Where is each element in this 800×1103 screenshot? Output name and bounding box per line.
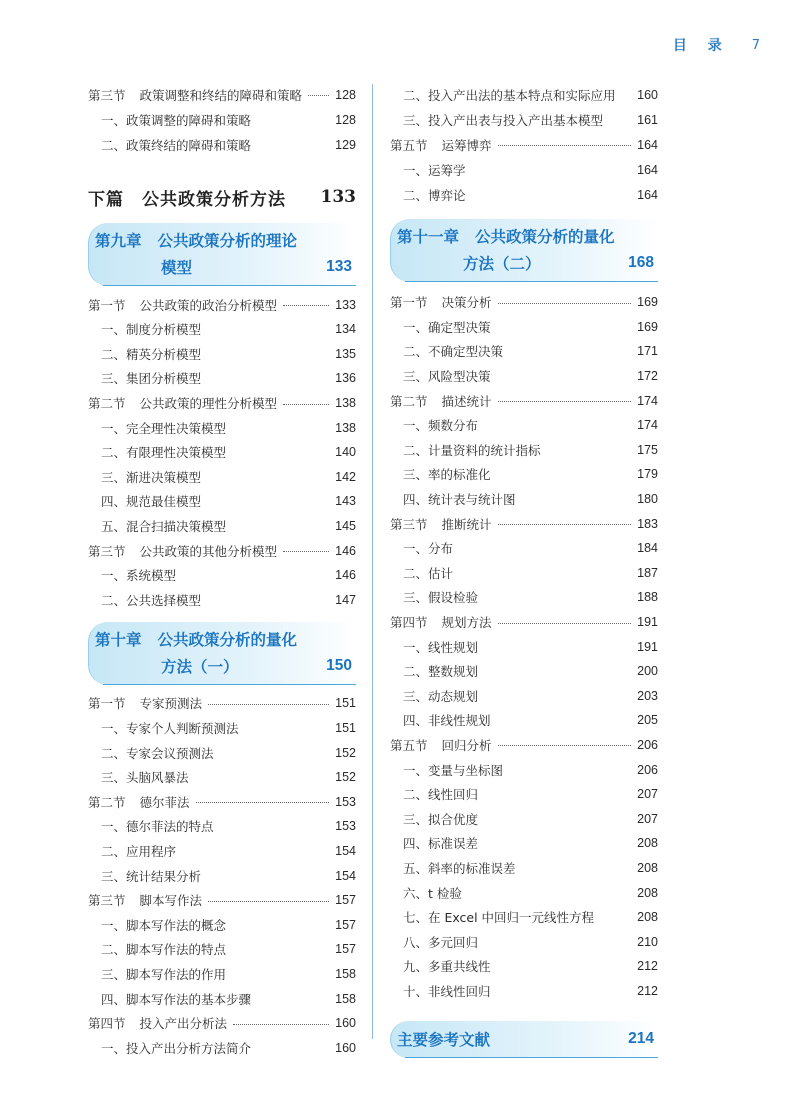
toc-section <box>390 388 658 413</box>
toc-item <box>88 317 356 342</box>
item-title: 一、德尔菲法的特点 <box>101 819 214 835</box>
section-title <box>390 515 492 533</box>
item-title: 一、专家个人判断预测法 <box>101 721 239 737</box>
section-number: 第四节 <box>390 615 428 631</box>
item-title: 一、脚本写作法的概念 <box>101 917 227 933</box>
page-number: 161 <box>637 112 658 127</box>
dot-leader <box>308 95 329 96</box>
dot-leader <box>498 524 632 525</box>
chapter-heading <box>88 223 356 286</box>
item-title: 二、政策终结的障碍和策略 <box>101 137 252 153</box>
chapter-heading <box>390 219 658 282</box>
section-name: 公共政策的政治分析模型 <box>139 297 278 313</box>
toc-section <box>88 1011 356 1036</box>
page-number: 191 <box>637 615 658 630</box>
section-name: 德尔菲法 <box>139 794 190 810</box>
toc-item <box>88 366 356 391</box>
section-number: 第四节 <box>88 1016 126 1032</box>
page-number: 164 <box>637 137 658 152</box>
item-title: 四、规范最佳模型 <box>101 494 202 510</box>
section-name: 决策分析 <box>441 295 492 311</box>
page-number: 208 <box>637 885 658 900</box>
chapter-title-line2 <box>95 254 352 280</box>
toc-item <box>390 487 658 512</box>
item-title: 一、系统模型 <box>101 568 177 584</box>
dot-leader <box>283 551 329 552</box>
item-title: 三、拟合优度 <box>403 811 479 827</box>
section-number: 第二节 <box>390 393 428 409</box>
item-title: 二、博弈论 <box>403 187 466 203</box>
toc-item <box>390 107 658 132</box>
page-number: 147 <box>335 592 356 607</box>
chapter-title-line2 <box>397 250 654 276</box>
toc-section <box>390 610 658 635</box>
page-number: 164 <box>637 187 658 202</box>
section-title <box>88 793 190 811</box>
part-heading <box>88 175 356 219</box>
item-title: 十、非线性回归 <box>403 983 491 999</box>
section-number: 第五节 <box>390 737 428 753</box>
chapter-title: 公共政策分析的理论 <box>157 232 298 250</box>
page-number: 208 <box>637 860 658 875</box>
toc-item <box>88 563 356 588</box>
page-number: 154 <box>335 868 356 883</box>
item-title: 三、风险型决策 <box>403 369 491 385</box>
section-name: 脚本写作法 <box>139 893 203 909</box>
page-number: 171 <box>637 344 658 359</box>
section-title <box>390 736 492 754</box>
toc-item <box>88 489 356 514</box>
section-number: 第五节 <box>390 137 428 153</box>
toc-item <box>390 413 658 438</box>
chapter-title-line1 <box>95 228 352 254</box>
page-number: 175 <box>637 442 658 457</box>
item-title: 三、投入产出表与投入产出基本模型 <box>403 112 604 128</box>
page-number: 164 <box>637 162 658 177</box>
references-title: 主要参考文献 <box>397 1031 491 1050</box>
chapter-title-cont: 模型 <box>161 259 193 277</box>
toc-item <box>390 659 658 684</box>
chapter-title: 公共政策分析的量化 <box>157 631 298 650</box>
page-number: 140 <box>335 445 356 460</box>
page-number: 133 <box>320 187 356 207</box>
page-number: 133 <box>326 258 352 275</box>
toc-item <box>390 462 658 487</box>
item-title: 一、变量与坐标图 <box>403 762 504 778</box>
page-number: 183 <box>637 516 658 531</box>
toc-section <box>390 733 658 758</box>
page-number: 206 <box>637 762 658 777</box>
section-name: 公共政策的理性分析模型 <box>139 396 278 412</box>
toc-section <box>390 290 658 315</box>
section-number: 第一节 <box>390 295 428 311</box>
page-number: 180 <box>637 492 658 507</box>
section-number: 第二节 <box>88 794 126 810</box>
references-heading <box>390 1021 658 1058</box>
page-number: 145 <box>335 519 356 534</box>
toc-section <box>88 82 356 107</box>
section-number: 第三节 <box>88 87 126 103</box>
item-title: 二、有限理性决策模型 <box>101 445 227 461</box>
item-title: 三、集团分析模型 <box>101 371 202 387</box>
chapter-heading <box>88 622 356 685</box>
spacer <box>390 1003 658 1017</box>
chapter-title-line1 <box>397 224 654 250</box>
toc-item <box>88 863 356 888</box>
chapter-title-cont: 方法（二） <box>463 255 541 273</box>
dot-leader <box>283 404 329 405</box>
dot-leader <box>208 901 329 902</box>
section-number: 第三节 <box>88 893 126 909</box>
dot-leader <box>498 745 632 746</box>
section-number: 第一节 <box>88 297 126 313</box>
item-title: 五、斜率的标准误差 <box>403 860 516 876</box>
section-number: 第一节 <box>88 696 126 712</box>
toc-column-left <box>88 82 356 1060</box>
item-title: 三、动态规划 <box>403 688 479 704</box>
toc-item <box>390 806 658 831</box>
page-number: 153 <box>335 819 356 834</box>
page-number: 153 <box>335 794 356 809</box>
toc-item <box>390 157 658 182</box>
toc-item <box>88 107 356 132</box>
toc-item <box>390 182 658 207</box>
item-title: 一、分布 <box>403 541 454 557</box>
section-name: 回归分析 <box>441 737 492 753</box>
section-title <box>88 296 277 314</box>
item-title: 一、线性规划 <box>403 639 479 655</box>
page-number: 214 <box>628 1030 654 1048</box>
dot-leader <box>208 704 329 705</box>
page-number: 154 <box>335 843 356 858</box>
spacer <box>88 612 356 618</box>
page-number: 152 <box>335 770 356 785</box>
item-title: 一、政策调整的障碍和策略 <box>101 112 252 128</box>
page-number: 191 <box>637 639 658 654</box>
section-title <box>88 86 302 104</box>
page-number: 158 <box>335 991 356 1006</box>
page-number: 212 <box>637 983 658 998</box>
toc-section <box>88 292 356 317</box>
page-number: 208 <box>637 836 658 851</box>
page-number: 128 <box>335 87 356 102</box>
dot-leader <box>233 1024 329 1025</box>
page-number: 135 <box>335 346 356 361</box>
section-name: 政策调整和终结的障碍和策略 <box>139 87 303 103</box>
toc-item <box>390 339 658 364</box>
toc-item <box>390 757 658 782</box>
page-number: 168 <box>628 254 654 271</box>
toc-item <box>390 856 658 881</box>
toc-item <box>390 82 658 107</box>
section-title <box>88 394 277 412</box>
toc-item <box>390 634 658 659</box>
item-title: 二、专家会议预测法 <box>101 745 214 761</box>
page-number: 152 <box>335 745 356 760</box>
item-title: 三、渐进决策模型 <box>101 469 202 485</box>
page-number: 157 <box>335 917 356 932</box>
page-number: 146 <box>335 568 356 583</box>
chapter-title-line1 <box>95 627 352 653</box>
item-title: 一、投入产出分析方法简介 <box>101 1040 252 1056</box>
toc-item <box>88 465 356 490</box>
toc-section <box>88 691 356 716</box>
toc-item <box>88 716 356 741</box>
spacer <box>88 157 356 175</box>
page-number: 158 <box>335 966 356 981</box>
page-number: 205 <box>637 713 658 728</box>
section-title <box>390 392 492 410</box>
spacer <box>390 207 658 215</box>
toc-item <box>390 315 658 340</box>
section-title <box>88 542 277 560</box>
toc-item <box>390 561 658 586</box>
page-number: 184 <box>637 541 658 556</box>
page-number: 174 <box>637 393 658 408</box>
page-number: 188 <box>637 590 658 605</box>
page-number: 187 <box>637 565 658 580</box>
column-divider <box>372 84 373 1039</box>
page-number: 151 <box>335 696 356 711</box>
section-name: 规划方法 <box>441 615 492 631</box>
item-title: 二、整数规划 <box>403 664 479 680</box>
item-title: 三、头脑风暴法 <box>101 770 189 786</box>
page-number: 134 <box>335 322 356 337</box>
toc-item <box>390 954 658 979</box>
page-number: 160 <box>335 1016 356 1031</box>
page-number: 151 <box>335 721 356 736</box>
page-header <box>673 34 760 56</box>
section-title <box>390 136 492 154</box>
item-title: 二、精英分析模型 <box>101 346 202 362</box>
page-number: 172 <box>637 369 658 384</box>
chapter-title: 公共政策分析的量化 <box>475 228 615 246</box>
toc-item <box>88 839 356 864</box>
toc-item <box>390 979 658 1004</box>
toc-item <box>88 132 356 157</box>
chapter-number: 第十一章 <box>397 228 460 246</box>
page-number: 207 <box>637 787 658 802</box>
page-number: 136 <box>335 371 356 386</box>
header-title: 目 录 <box>672 38 730 54</box>
toc-item <box>390 880 658 905</box>
section-name: 投入产出分析法 <box>139 1016 228 1032</box>
page-number: 212 <box>637 959 658 974</box>
item-title: 三、统计结果分析 <box>101 868 202 884</box>
item-title: 二、投入产出法的基本特点和实际应用 <box>403 87 616 103</box>
item-title: 七、在 Excel 中回归一元线性方程 <box>403 910 595 926</box>
item-title: 五、混合扫描决策模型 <box>101 519 227 535</box>
section-title <box>88 694 202 712</box>
toc-section <box>88 888 356 913</box>
page-number: 142 <box>335 469 356 484</box>
page-number: 146 <box>335 543 356 558</box>
chapter-underline <box>405 1057 658 1058</box>
header-page-number: 7 <box>751 37 760 53</box>
item-title: 二、计量资料的统计指标 <box>403 442 541 458</box>
dot-leader <box>498 303 632 304</box>
item-title: 四、标准误差 <box>403 836 479 852</box>
section-number: 第二节 <box>88 396 126 412</box>
section-name: 推断统计 <box>441 516 492 532</box>
toc-item <box>88 740 356 765</box>
section-number: 第三节 <box>390 516 428 532</box>
item-title: 一、制度分析模型 <box>101 322 202 338</box>
dot-leader <box>498 145 632 146</box>
chapter-title-cont: 方法（一） <box>161 658 239 677</box>
section-title <box>390 293 492 311</box>
page-number: 150 <box>326 657 352 675</box>
toc-item <box>88 415 356 440</box>
toc-item <box>88 440 356 465</box>
toc-column-right <box>390 82 658 1064</box>
toc-item <box>390 364 658 389</box>
item-title: 三、脚本写作法的作用 <box>101 966 227 982</box>
chapter-title-line2 <box>95 653 352 679</box>
toc-section <box>88 391 356 416</box>
page-number: 207 <box>637 811 658 826</box>
toc-item <box>88 937 356 962</box>
toc-item <box>390 684 658 709</box>
toc-item <box>88 765 356 790</box>
item-title: 二、估计 <box>403 565 454 581</box>
page-number: 169 <box>637 319 658 334</box>
item-title: 二、不确定型决策 <box>403 344 504 360</box>
toc-item <box>88 986 356 1011</box>
item-title: 一、运筹学 <box>403 162 466 178</box>
section-title <box>88 1014 227 1032</box>
item-title: 六、t 检验 <box>403 885 462 901</box>
toc-item <box>88 588 356 613</box>
chapter-number: 第十章 <box>95 631 142 650</box>
chapter-underline <box>405 281 658 282</box>
toc-item <box>390 929 658 954</box>
dot-leader <box>196 802 330 803</box>
section-name: 专家预测法 <box>139 696 203 712</box>
page-number: 129 <box>335 137 356 152</box>
page-number: 210 <box>637 934 658 949</box>
page-number: 200 <box>637 664 658 679</box>
page-number: 208 <box>637 910 658 925</box>
part-title: 下篇 公共政策分析方法 <box>88 189 286 210</box>
page-number: 160 <box>335 1040 356 1055</box>
toc-item <box>390 831 658 856</box>
section-title <box>88 891 202 909</box>
toc-section <box>88 790 356 815</box>
item-title: 二、脚本写作法的特点 <box>101 942 227 958</box>
page-number: 138 <box>335 396 356 411</box>
section-title <box>390 613 492 631</box>
section-name: 描述统计 <box>441 393 492 409</box>
item-title: 四、非线性规划 <box>403 713 491 729</box>
page-number: 206 <box>637 737 658 752</box>
toc-item <box>390 905 658 930</box>
item-title: 二、线性回归 <box>403 787 479 803</box>
toc-item <box>390 438 658 463</box>
toc-item <box>390 585 658 610</box>
page-number: 169 <box>637 295 658 310</box>
toc-section <box>390 132 658 157</box>
item-title: 三、假设检验 <box>403 590 479 606</box>
page-number: 157 <box>335 893 356 908</box>
toc-item <box>88 814 356 839</box>
toc-item <box>390 782 658 807</box>
page-number: 143 <box>335 494 356 509</box>
item-title: 三、率的标准化 <box>403 467 491 483</box>
item-title: 四、脚本写作法的基本步骤 <box>101 991 252 1007</box>
chapter-number: 第九章 <box>95 232 142 250</box>
toc-item <box>88 912 356 937</box>
toc-item <box>390 708 658 733</box>
section-name: 公共政策的其他分析模型 <box>139 543 278 559</box>
toc-item <box>88 342 356 367</box>
section-name: 运筹博弈 <box>441 137 492 153</box>
page-number: 128 <box>335 112 356 127</box>
item-title: 四、统计表与统计图 <box>403 492 516 508</box>
page-number: 179 <box>637 467 658 482</box>
item-title: 一、完全理性决策模型 <box>101 420 227 436</box>
toc-section <box>88 538 356 563</box>
toc-item <box>88 1035 356 1060</box>
item-title: 二、公共选择模型 <box>101 592 202 608</box>
page-number: 157 <box>335 942 356 957</box>
dot-leader <box>283 305 329 306</box>
section-number: 第三节 <box>88 543 126 559</box>
item-title: 二、应用程序 <box>101 843 177 859</box>
chapter-underline <box>103 285 356 286</box>
item-title: 一、确定型决策 <box>403 319 491 335</box>
page-number: 133 <box>335 297 356 312</box>
page-number: 138 <box>335 420 356 435</box>
item-title: 一、频数分布 <box>403 418 479 434</box>
item-title: 九、多重共线性 <box>403 959 491 975</box>
toc-section <box>390 511 658 536</box>
toc-item <box>390 536 658 561</box>
page-number: 203 <box>637 688 658 703</box>
chapter-underline <box>103 684 356 685</box>
item-title: 八、多元回归 <box>403 934 479 950</box>
page-number: 174 <box>637 418 658 433</box>
dot-leader <box>498 623 632 624</box>
dot-leader <box>498 401 632 402</box>
toc-item <box>88 962 356 987</box>
page-number: 160 <box>637 87 658 102</box>
toc-item <box>88 514 356 539</box>
